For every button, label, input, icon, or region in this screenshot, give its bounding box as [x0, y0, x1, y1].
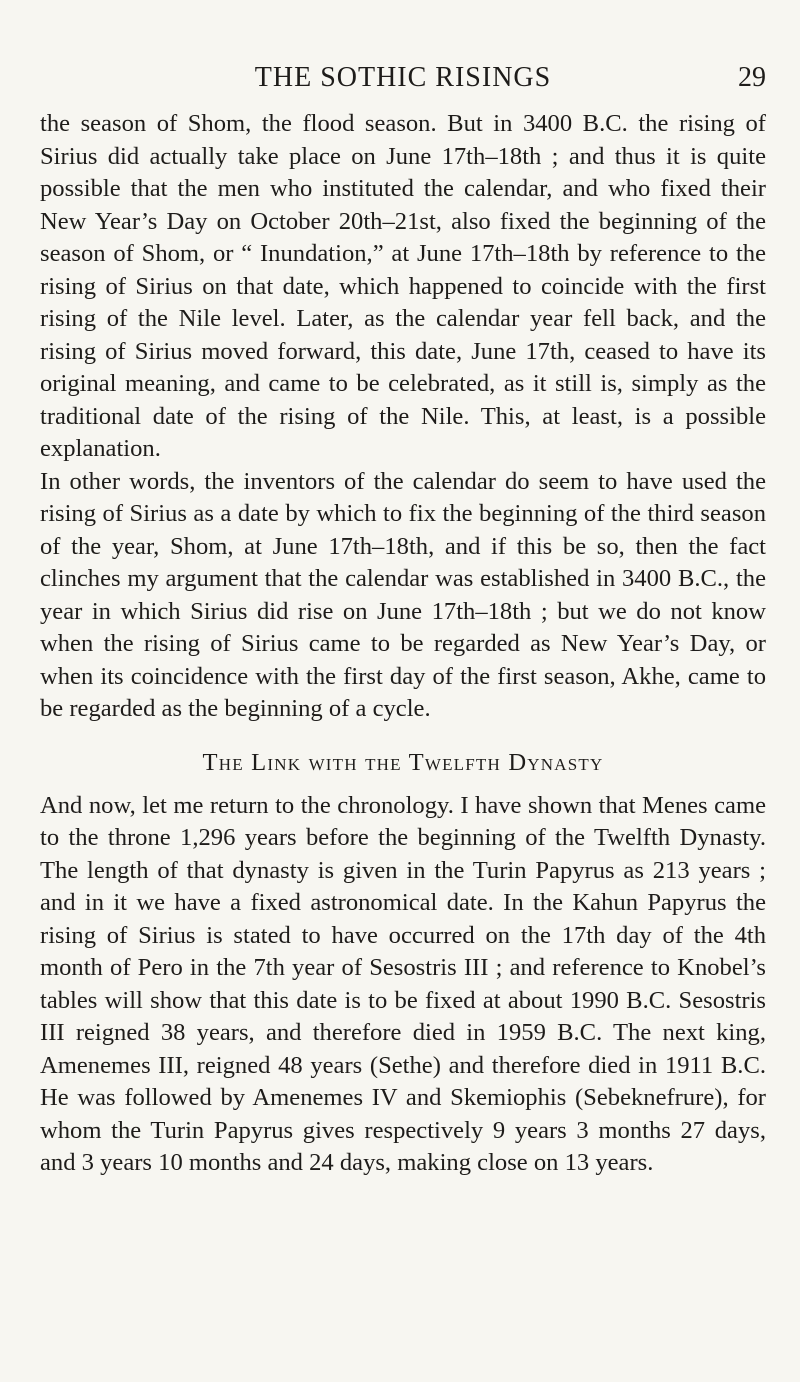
book-page: [40, 58, 766, 1180]
running-title: THE SOTHIC RISINGS: [254, 62, 552, 93]
paragraph-chronology: And now, let me return to the chronology. I have shown that Menes came to the throne 1,296 years before the beginning of the Twelfth Dynasty. The length of that dynasty is given in the Turin Papyrus as 213 years ; and in it we have a fixed astronomical date. In the Kahun Papyrus the rising of Sirius is stated to have occurred on the 17th day of the 4th month of Pero in the 7th year of Sesostris III ; and reference to Knobel’s tables will show that this date is to be fixed at about 1990 B.C. Sesostris III reigned 38 years, and therefore died in 1959 B.C. The next king, Amenemes III, reigned 48 years (Sethe) and therefore died in 1911 B.C. He was followed by Amenemes IV and Skemiophis (Sebeknefrure), for whom the Turin Papyrus gives respectively 9 years 3 months 27 days, and 3 years 10 months and 24 days, making close on 13 years.: [40, 791, 766, 1176]
body-text: [40, 108, 766, 1180]
section-heading: The Link with the Twelfth Dynasty: [202, 748, 604, 776]
paragraph-inventors-calendar: In other words, the inventors of the calendar do seem to have used the rising of Sirius as a date by which to fix the beginning of the third season of the year, Shom, at June 17th–18th, and if this be so, then the fact clinches my argument that the calendar was established in 3400 B.C., the year in which Sirius did rise on June 17th–18th ; but we do not know when the rising of Sirius came to be regarded as New Year’s Day, or when its coincidence with the first day of the first season, Akhe, came to be regarded as the beginning of a cycle.: [40, 467, 766, 722]
paragraph-shom-season: the season of Shom, the flood season. But in 3400 B.C. the rising of Sirius did actually take place on June 17th–18th ; and thus it is quite possible that the men who instituted the calendar, and who fixed their New Year’s Day on October 20th–21st, also fixed the beginning of the season of Shom, or “ Inundation,” at June 17th–18th by reference to the rising of Sirius on that date, which happened to coincide with the first rising of the Nile level. Later, as the calendar year fell back, and the rising of Sirius moved forward, this date, June 17th, ceased to have its original meaning, and came to be celebrated, as it still is, simply as the traditional date of the rising of the Nile. This, at least, is a possible explanation.: [40, 110, 766, 462]
running-head: [40, 58, 766, 98]
page-number: 29: [738, 62, 766, 93]
